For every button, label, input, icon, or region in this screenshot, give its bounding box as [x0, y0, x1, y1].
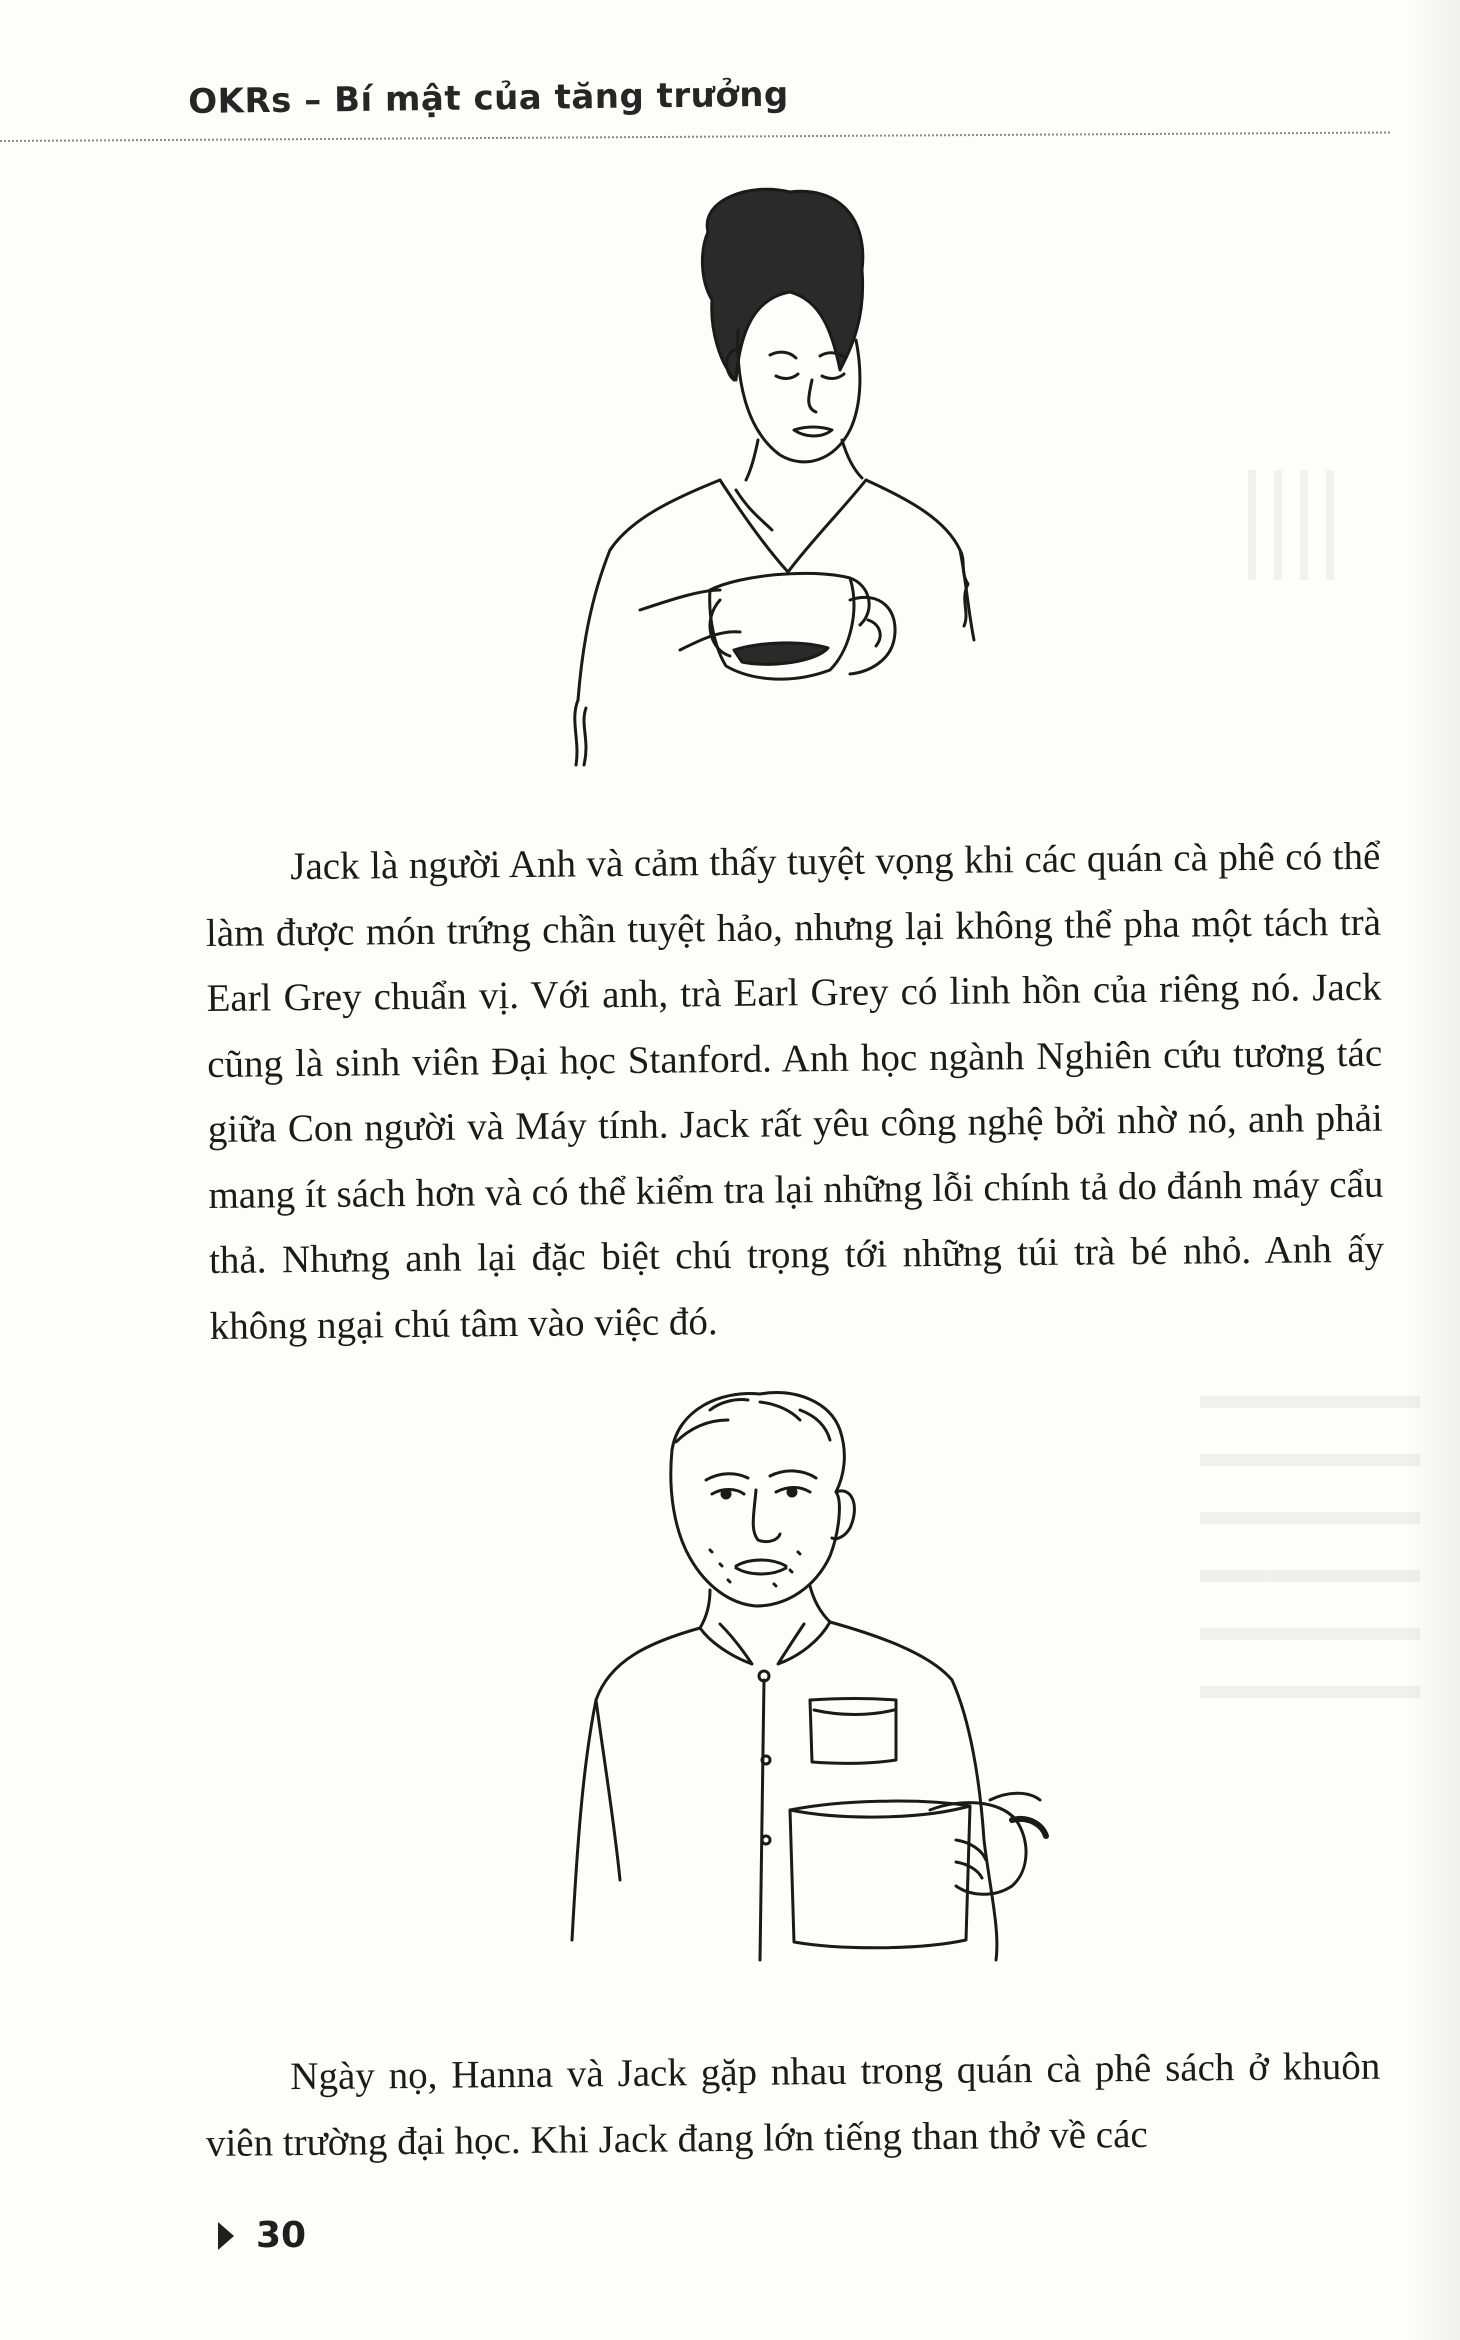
- header-divider: [0, 132, 1390, 142]
- body-paragraph: Jack là người Anh và cảm thấy tuyệt vọng khi các quán cà phê có thể làm được món trứng chần tuyệt hảo, nhưng lại không thể pha một tách trà Earl Grey chuẩn vị. Với anh, trà Earl Grey có linh hồn của riêng nó. Jack cũng là sinh viên Đại học Stanford. Anh học ngành Nghiên cứu tương tác giữa Con người và Máy tính. Jack rất yêu công nghệ bởi nhờ nó, anh phải mang ít sách hơn và có thể kiểm tra lại những lỗi chính tả do đánh máy cẩu thả. Nhưng anh lại đặc biệt chú trọng tới những túi trà bé nhỏ. Anh ấy không ngại chú tâm vào việc đó.: [205, 834, 1385, 1348]
- page-footer: [218, 2215, 306, 2256]
- man-with-mug-illustration: [560, 1380, 1070, 1970]
- bleed-through-shadow: [1200, 1350, 1420, 1720]
- body-paragraph: Ngày nọ, Hanna và Jack gặp nhau trong quán cà phê sách ở khuôn viên trường đại học. Khi Jack đang lớn tiếng than thở về các: [205, 2044, 1381, 2165]
- triangle-marker-icon: [218, 2222, 234, 2250]
- running-header-title: OKRs – Bí mật của tăng trưởng: [188, 74, 790, 122]
- woman-with-cup-illustration: [550, 180, 1010, 770]
- page-number: 30: [256, 2215, 307, 2256]
- page-edge-shadow: [1405, 0, 1460, 2340]
- bleed-through-shadow: [1230, 470, 1350, 580]
